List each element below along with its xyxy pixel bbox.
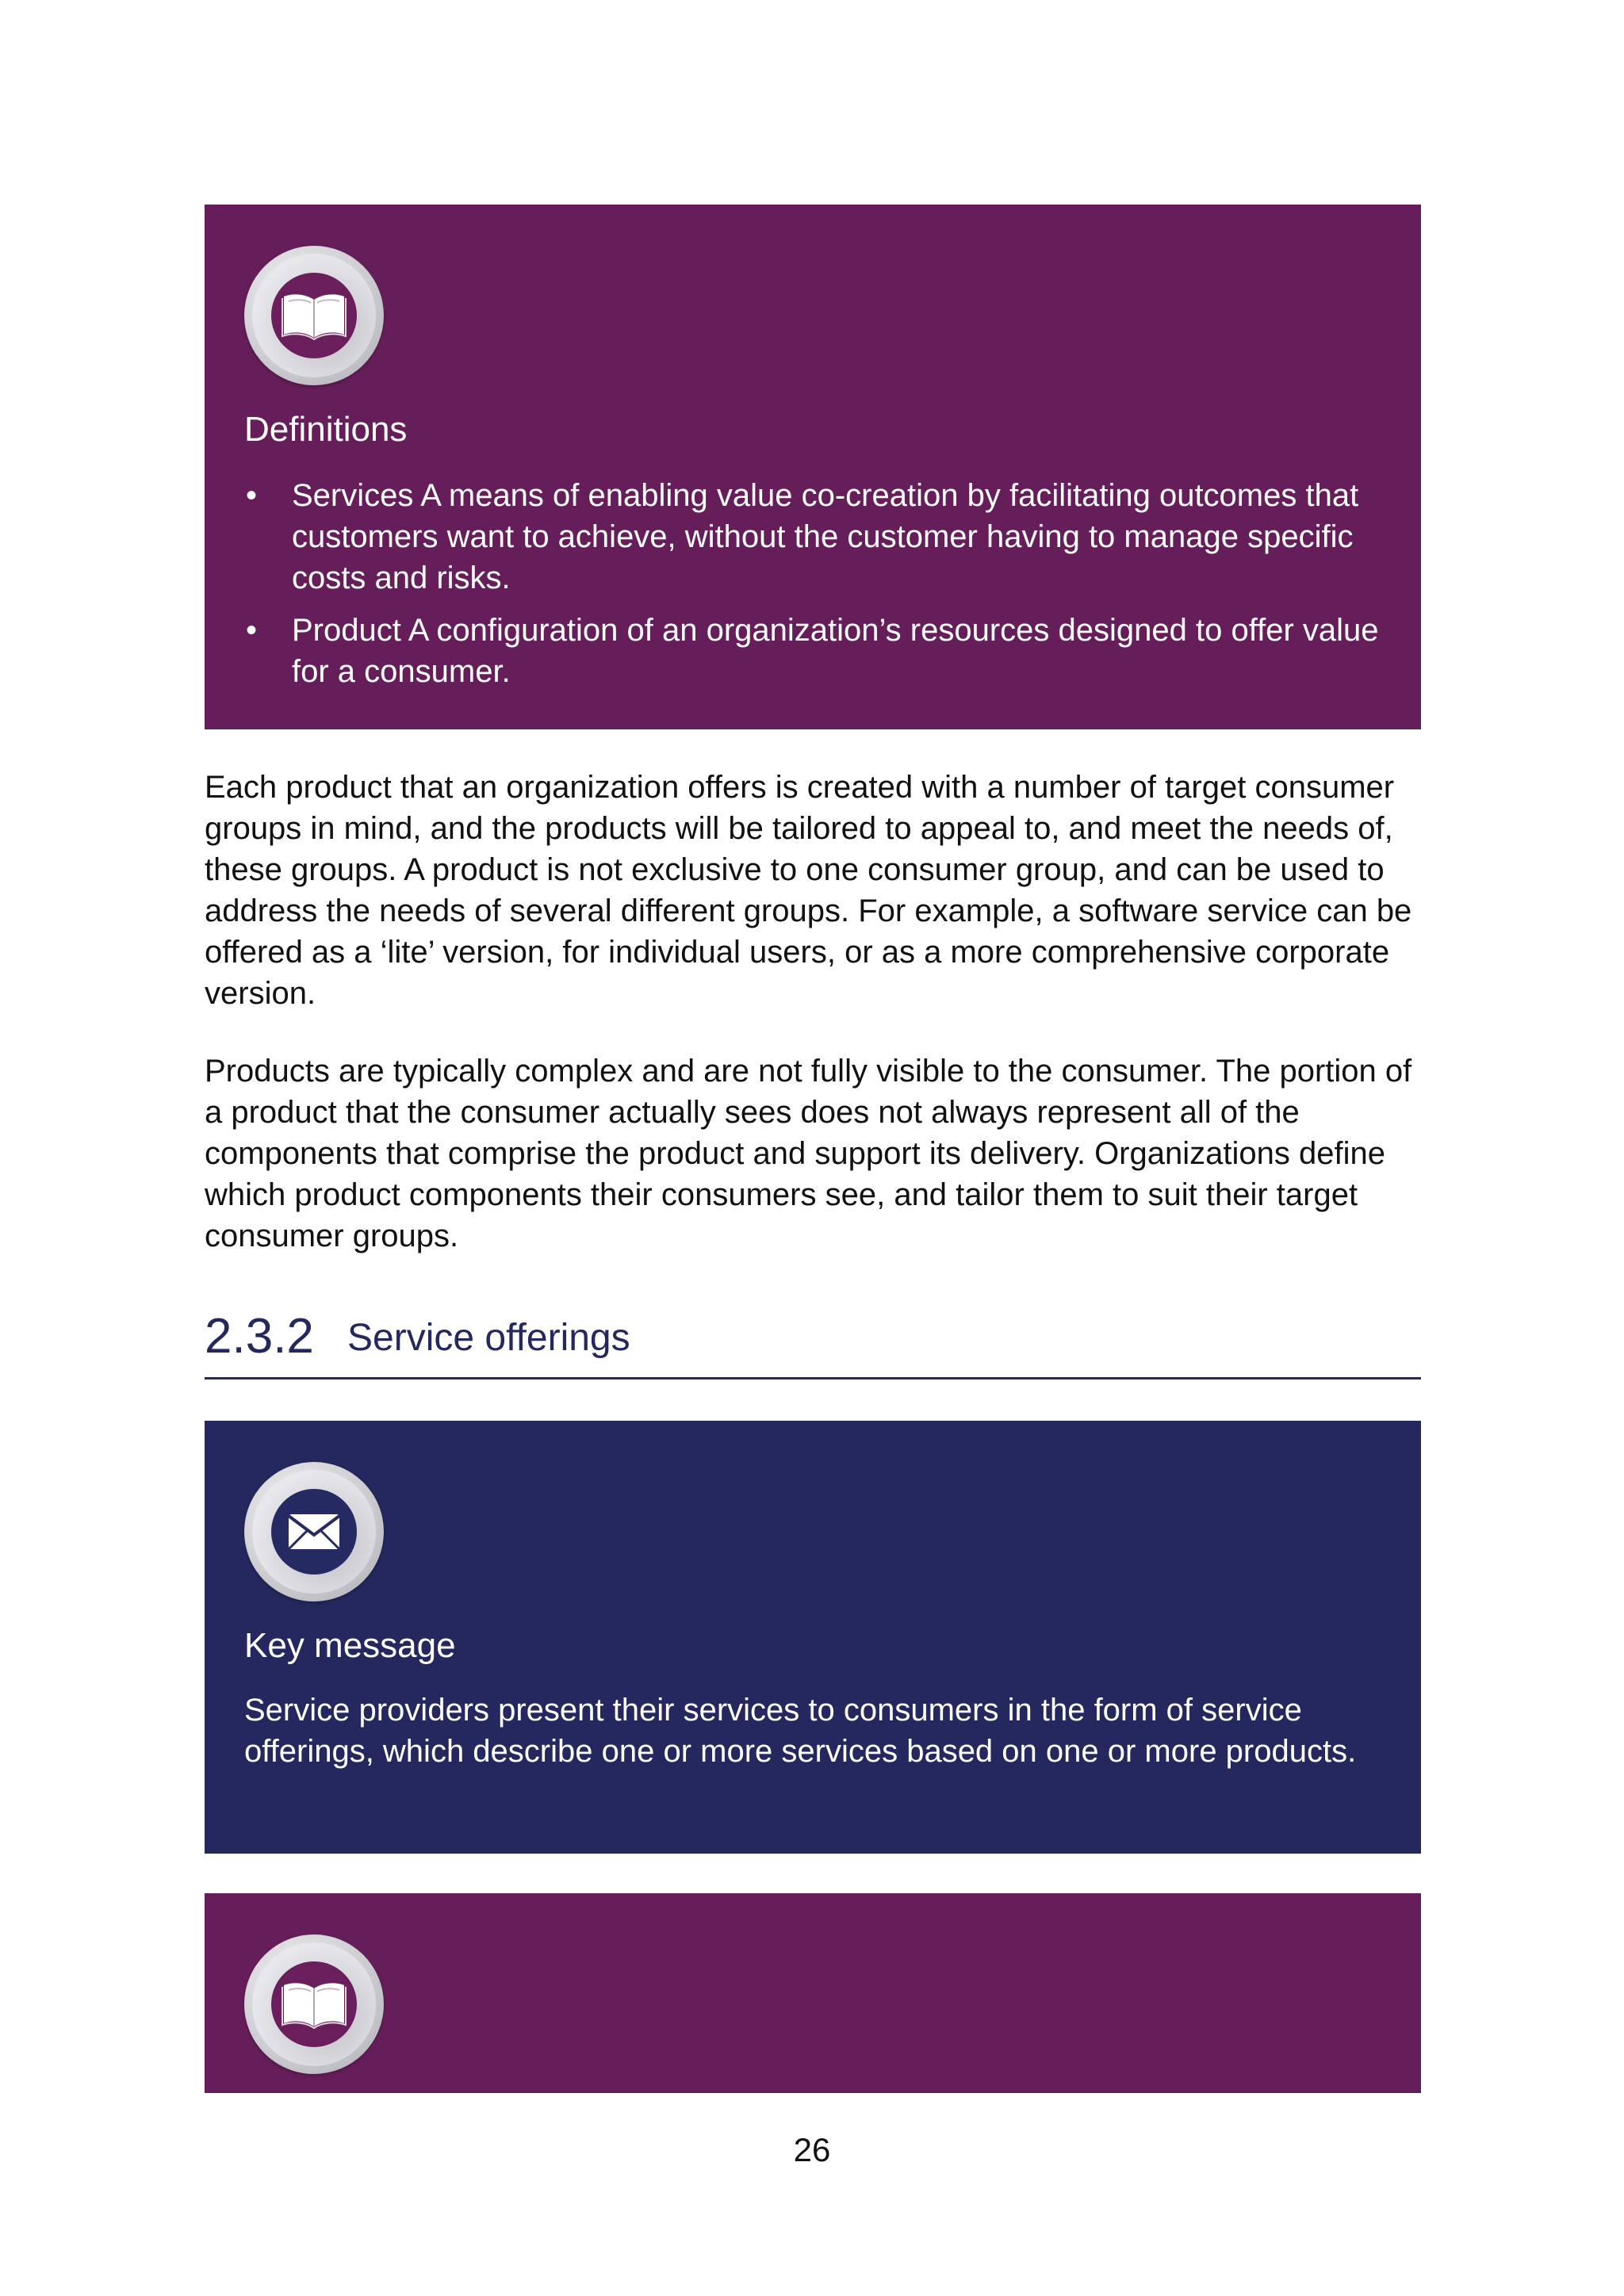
definitions-list (244, 475, 1381, 692)
body-paragraph: Each product that an organization offers is created with a number of target consumer groups in mind, and the products will be tailored to appeal to, and meet the needs of, these groups. A product is not exclusive to one consumer group, and can be used to address the needs of several different groups. For example, a software service can be offered as a ‘lite’ version, for individual users, or as a more comprehensive corporate version. (205, 770, 1412, 1011)
page-number: 26 (793, 2131, 831, 2168)
definitions-box (205, 205, 1421, 729)
definitions-title: Definitions (244, 410, 408, 449)
definitions-icon-badge (244, 246, 384, 385)
book-icon (281, 290, 347, 341)
key-message-text: Service providers present their services to consumers in the form of service offerings, which describe one or more services based on one or more products. (244, 1692, 1357, 1769)
key-message-box (205, 1421, 1421, 1854)
body-paragraph: Products are typically complex and are not fully visible to the consumer. The portion of a product that the consumer actually sees does not always represent all of the components that comprise the product and support its delivery. Organizations define which product components their consumers see, and tailor them to suit their target consumer groups. (205, 1054, 1412, 1253)
key-message-icon-badge (244, 1462, 384, 1601)
section-number: 2.3.2 (205, 1309, 314, 1364)
book-icon (281, 1979, 347, 2030)
section-heading (205, 1300, 1421, 1380)
envelope-icon (287, 1513, 341, 1551)
definition-item: • Services A means of enabling value co-creation by facilitating outcomes that customers want to achieve, without the customer having to manage specific costs and risks. (244, 475, 1381, 599)
definitions-box-2 (205, 1893, 1421, 2093)
section-title: Service offerings (347, 1317, 630, 1359)
definition-item: • Product A configuration of an organization’s resources designed to offer value for a consumer. (244, 610, 1381, 692)
definitions-icon-badge-2 (244, 1934, 384, 2074)
key-message-title: Key message (244, 1626, 456, 1665)
